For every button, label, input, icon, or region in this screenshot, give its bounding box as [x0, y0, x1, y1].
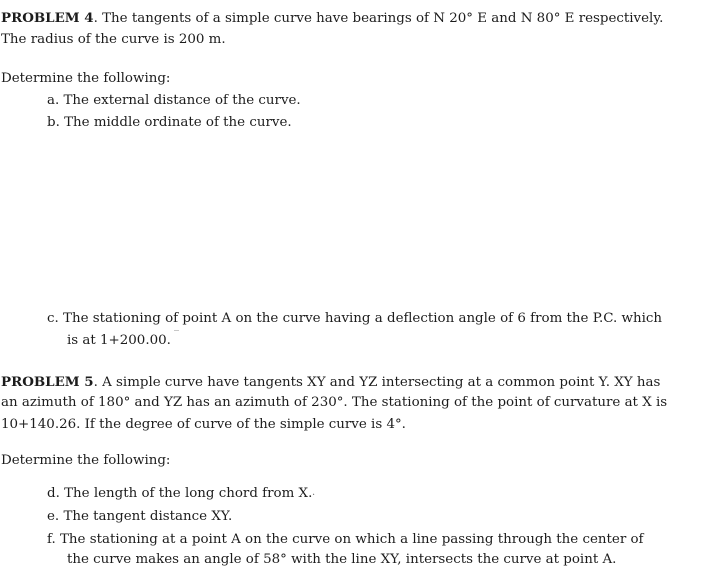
problem-4-item-c-line-1: c. The stationing of point A on the curve having a deflection angle of 6 from the P.C. which	[47, 311, 663, 326]
problem-5-text-3: 10+140.26. If the degree of curve of the simple curve is 4°.	[1, 417, 406, 432]
problem-5-line-1	[1, 372, 660, 393]
problem-5-item-f-line-1: f. The stationing at a point A on the curve on which a line passing through the center of	[47, 532, 644, 547]
problem-5-item-d: d. The length of the long chord from X.	[47, 486, 313, 501]
problem-4-text-1: . The tangents of a simple curve have bearings of N 20° E and N 80° E respectively.	[93, 11, 664, 26]
problem-5-text-2: an azimuth of 180° and YZ has an azimuth of 230°. The stationing of the point of curvature at X is	[1, 395, 668, 410]
problem-4-item-b: b. The middle ordinate of the curve.	[47, 115, 292, 130]
problem-4-line-1	[1, 8, 663, 29]
problem-5-item-e: e. The tangent distance XY.	[47, 509, 233, 524]
problem-4-heading: PROBLEM 4	[1, 10, 94, 26]
problem-4-text-2: The radius of the curve is 200 m.	[1, 32, 226, 47]
problem-4-item-a: a. The external distance of the curve.	[47, 93, 301, 108]
problem-5-item-f-line-2: the curve makes an angle of 58° with the line XY, intersects the curve at point A.	[67, 552, 617, 567]
problem-4-item-c-line-2: is at 1+200.00.	[67, 333, 171, 348]
problem-5-heading: PROBLEM 5	[1, 374, 94, 390]
pen-dot: ·	[312, 490, 316, 501]
problem-5-text-1: . A simple curve have tangents XY and YZ intersecting at a common point Y. XY has	[93, 375, 661, 390]
problem-5-determine: Determine the following:	[1, 453, 171, 468]
pen-mark: ‾	[174, 330, 179, 341]
problem-4-determine: Determine the following:	[1, 71, 171, 86]
